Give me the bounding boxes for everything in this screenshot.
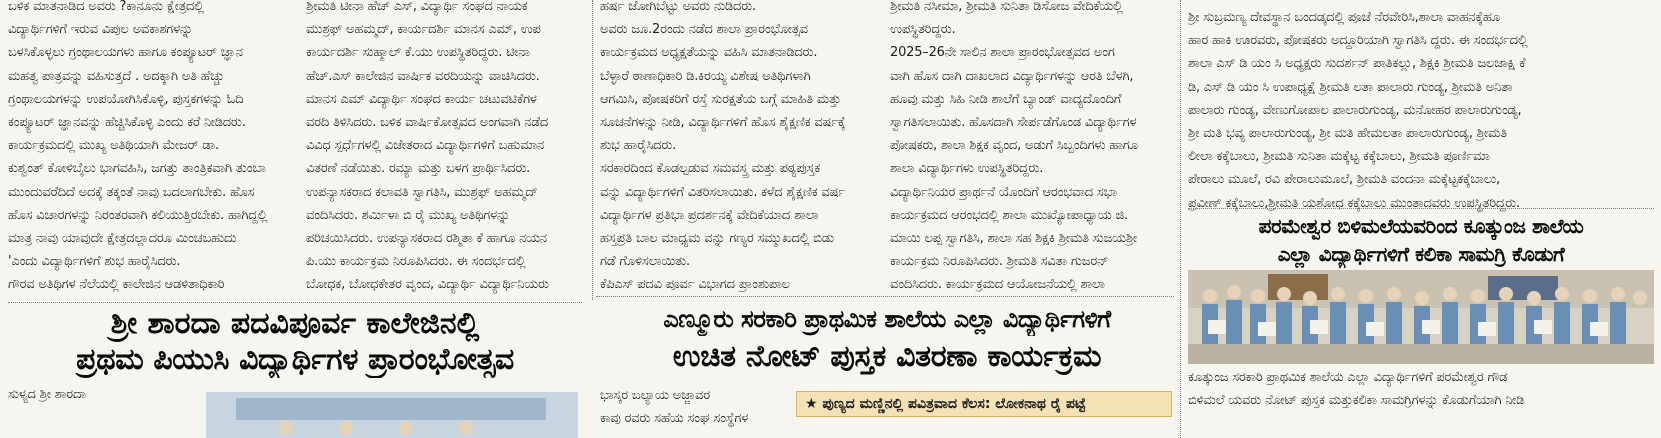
text-line: ಕಾವು ರವರು ಸಹೆಯ ಸಂಘ ಸಂಸ್ಥೆಗಳ (600, 411, 749, 427)
text-line: ಕಂಪ್ಯೂಟರ್ ಜ್ಞಾನವನ್ನು ಹೆಚ್ಚಿಸಿಕೊಳ್ಳಿ ಎಂದು ಕರೆ ನೀಡಿದರು. (8, 115, 246, 131)
text-line: ಗಡೆ ಗೊಳಿಸಲಾಯಿತು. (600, 254, 690, 270)
headline-sharada-line-1: ಶ್ರೀ ಶಾರದಾ ಪದವಿಪೂರ್ವ ಕಾಲೇಜಿನಲ್ಲಿ (110, 306, 480, 341)
text-line: ಸುಳ್ಯದ ಶ್ರೀ ಶಾರದಾ (8, 387, 86, 402)
text-line: ಅವರು ಜೂ.2ರಂದು ನಡೆದ ಶಾಲಾ ಪ್ರಾರಂಭೋತ್ಸವ (600, 22, 808, 38)
article-column-4 (890, 0, 1170, 297)
column-text (306, 0, 584, 297)
text-line: ಮಾತ್ರ ನಾವು ಯಾವುದೇ ಕ್ಷೇತ್ರದಲ್ಲಾದರೂ ಮಿಂಚಬಹುದು (8, 231, 237, 247)
text-line: ಮುಶ್ರಫ್ ಅಹಮ್ಮದ್, ಕಾರ್ಯದರ್ಶಿ ಮಾನಸ ಎಮ್, ಉಪ (306, 22, 541, 38)
text-line: ಶ್ರೀ ಮತಿ ಭವ್ಯ ಪಾಲಾರುಗುಂಡ್ಯ, ಶ್ರೀ ಮತಿ ಹೇಮಲತಾ ಪಾಲಾರುಗುಂಡ್ಯ, ಶ್ರೀಮತಿ (1188, 126, 1507, 142)
text-line: ವಾಗಿ ಹೊಸ ದಾಗಿ ದಾಖಲಾದ ವಿದ್ಯಾರ್ಥಿಗಳನ್ನು ಆರತಿ ಬೆಳಗಿ, (890, 68, 1134, 84)
text-line: ಪೇರಾಲು ಮೂಲೆ, ರವಿ ಪೇರಾಲುಮೂಲೆ, ಶ್ರೀಮತಿ ವಂದನಾ ಮಕ್ಕೆಟ್ಟಕಕ್ಕೆಬಾಲು, (1188, 172, 1500, 188)
text-line: ಗೌರವ ಅತಿಥಿಗಳ ನೆಲೆಯಲ್ಲಿ ಕಾಲೇಜಿನ ಆಡಳಿತಾಧಿಕಾರಿ (8, 277, 225, 293)
column-divider (1180, 0, 1181, 438)
text-line: ವಂದಿಸಿದರು. ಶರ್ಮಿಳಾ ಬಿ ರೈ ಮುಖ್ಯ ಅತಿಥಿಗಳನ್ನು (306, 207, 510, 223)
text-line: ಉಪಸ್ಥಿತರಿದ್ದರು. (890, 22, 956, 38)
text-line: ವನ್ನು ವಿದ್ಯಾರ್ಥಿಗಳಿಗೆ ವಿತರಿಸಲಾಯಿತು. ಕಳೆದ ಶೈಕ್ಷಣಿಕ ವರ್ಷ (600, 184, 845, 200)
text-line: ವಿದ್ಯಾರ್ಥಿನಿಯರ ಪ್ರಾರ್ಥನೆ ಯೊಂದಿಗೆ ಆರಂಭವಾದ ಸಭಾ (890, 184, 1117, 200)
text-line: 2025–26ನೇ ಸಾಲಿನ ಶಾಲಾ ಪ್ರಾರಂಭೋತ್ಸವದ ಅಂಗ (890, 45, 1115, 61)
text-line: ಪ್ರವೀಣ್ ಕಕ್ಕೆಬಾಲು,ಶ್ರೀಮತಿ ಯಶೋಧ ಕಕ್ಕೆಬಾಲು ಮುಂತಾದವರು ಉಪಸ್ಥಿತರಿದ್ದರು. (1188, 195, 1520, 211)
text-line: ವಿವಿಧ ಸ್ಪರ್ಧೆಗಳಲ್ಲಿ ವಿಜೇತರಾದ ವಿದ್ಯಾರ್ಥಿಗಳಿಗೆ ಬಹುಮಾನ (306, 138, 545, 154)
text-line: ವಿದ್ಯಾರ್ಥಿಗಳ ಪ್ರತಿಭಾ ಪ್ರದರ್ಶನಕ್ಕೆ ವೇದಿಕೆಯಾದ ಶಾಲಾ (600, 207, 819, 223)
text-line: ವಿದ್ಯಾರ್ಥಿಗಳಿಗೆ ಇರುವ ವಿಪುಲ ಅವಕಾಶಗಳನ್ನು (8, 22, 193, 38)
column-text (8, 0, 294, 297)
text-line: ಹೂವು ಮತ್ತು ಸಿಹಿ ನೀಡಿ ಶಾಲೆಗೆ ಬ್ಯಾಂಡ್ ವಾದ್ಯದೊಂದಿಗೆ (890, 91, 1122, 107)
text-line: ಕಾರ್ಯದರ್ಶಿ ಸುಹ್ಮಾಲ್ ಕೆ.ಯು ಉಪಸ್ಥಿತರಿದ್ದರು. ಟೀನಾ (306, 45, 530, 61)
text-line: ಭಾಸ್ಕರ ಬಲ್ಯಾಯ ಅಜ್ಜಾವರ (600, 388, 710, 403)
text-line: ಪೋಷಕರು, ಶಾಲಾ ಶಿಕ್ಷಕ ವೃಂದ, ಅಡುಗೆ ಸಿಬ್ಬಂದಿಗಳು ಹಾಗೂ (890, 138, 1138, 154)
text-line: ಕಾರ್ಯಕ್ರಮ ನಿರೂಪಿಸಿದರು. ಶ್ರೀಮತಿ ಸವಿತಾ ಗುಜರನ್ (890, 254, 1109, 270)
article-start-enmuru (600, 384, 790, 438)
text-line: ಪಾಲಾರು ಗುಂಡ್ಯ, ವೇಣುಗೋಪಾಲ ಪಾಲಾರುಗುಂಡ್ಯ, ಮನೋಹರ ಪಾಲಾರುಗುಂಡ್ಯ, (1188, 102, 1522, 118)
text-line: ಲೀಲಾ ಕಕ್ಕೆಬಾಲು, ಶ್ರೀಮತಿ ಸುನಿತಾ ಮಕ್ಕೆಟ್ಟ ಕಕ್ಕೆಬಾಲು, ಶ್ರೀಮತಿ ಪೂರ್ಣಿಮಾ (1188, 149, 1490, 165)
text-line: ಬಿಳಿಮಲೆ ಯವರು ನೋಟ್ ಪುಸ್ತಕ ಮತ್ತುಕಲಿಕಾ ಸಾಮಗ್ರಿಗಳನ್ನು ಕೊಡುಗೆಯಾಗಿ ನೀಡಿ (1188, 393, 1525, 409)
article-column-5 (1188, 6, 1654, 216)
text-line: ಸರಕಾರದಿಂದ ಕೊಡಲ್ಪಡುವ ಸಮವಸ್ತ್ರ ಮತ್ತು ಪಠ್ಯಪುಸ್ತಕ (600, 161, 821, 177)
text-line: ಶ್ರೀಮತಿ ಟೀನಾ ಹೆಚ್ ಎಸ್, ವಿದ್ಯಾರ್ಥಿ ಸಂಘದ ನಾಯಕ (306, 0, 528, 14)
column-text (1188, 366, 1654, 412)
headline-kuthkunja-line-1: ಪರಮೇಶ್ವರ ಬಿಳಿಮಲೆಯವರಿಂದ ಕೂತ್ಕುಂಜ ಶಾಲೆಯ (1258, 214, 1584, 238)
text-line: ಮಾನಸ ಎಮ್ ವಿದ್ಯಾರ್ಥಿ ಸಂಘದ ಕಾರ್ಯ ಚಟುವಟಿಕೆಗಳ (306, 91, 537, 107)
headline-enmuru-line-2: ಉಚಿತ ನೋಟ್ ಪುಸ್ತಕ ವಿತರಣಾ ಕಾರ್ಯಕ್ರಮ (672, 339, 1102, 374)
text-line: ವರದಿ ತಿಳಿಸಿದರು. ಬಳಿಕ ವಾರ್ಷಿಕೋತ್ಸವದ ಅಂಗವಾಗಿ ನಡೆದ (306, 115, 549, 131)
section-divider (8, 302, 582, 303)
students-group-photo-art (1188, 270, 1654, 364)
text-line: ಹೊಸ ವಿಚಾರಗಳನ್ನು ನಿರಂತರವಾಗಿ ಕಲಿಯುತ್ತಿರಬೇಕು. ಹಾಗಿದ್ದಲ್ಲಿ (8, 207, 268, 223)
column-text (1188, 6, 1654, 215)
text-line: ಶಾಲಾ ಎಸ್ ಡಿ ಯಂ ಸಿ ಅಧ್ಯಕ್ಷರು ಸುದರ್ಶನ್ ಪಾತಿಕಲ್ಲು, ಶಿಕ್ಷಕಿ ಶ್ರೀಮತಿ ಜಲಜಾಕ್ಷಿ ಕೆ (1188, 56, 1526, 72)
column-text (8, 383, 198, 406)
text-line: ಶಾಲಾ ವಿದ್ಯಾರ್ಥಿಗಳು ಉಪಸ್ಥಿತರಿದ್ದರು. (890, 161, 1044, 177)
text-line: ಶುಭ ಹಾರೈಸಿದರು. (600, 138, 677, 154)
photo-caption-column-5 (1188, 366, 1654, 438)
text-line: ಉಪನ್ಯಾಸಕರಾದ ಕಲಾವತಿ ಸ್ವಾಗತಿಸಿ, ಮುಶ್ರಫ್ ಅಹಮ್ಮದ್ (306, 184, 538, 200)
text-line: ಕೆಪಿಎಸ್ ಪದವಿ ಪೂರ್ವ ವಿಭಾಗದ ಪ್ರಾಂಶುಪಾಲ (600, 277, 790, 293)
article-column-3 (600, 0, 875, 297)
text-line: 'ಎಂದು ವಿದ್ಯಾರ್ಥಿಗಳಿಗೆ ಶುಭ ಹಾರೈಸಿದರು. (8, 254, 181, 270)
text-line: ಬೋಧಕ, ಬೋಧಕೇತರ ವೃಂದ, ವಿದ್ಯಾರ್ಥಿ ವಿದ್ಯಾರ್ಥಿನಿಯರು (306, 277, 549, 293)
sharada-event-photo (206, 392, 578, 438)
headline-sharada-line-2: ಪ್ರಥಮ ಪಿಯುಸಿ ವಿದ್ಯಾರ್ಥಿಗಳ ಪ್ರಾರಂಭೋತ್ಸವ (76, 342, 514, 377)
text-line: ಬಳಸಿಕೊಳ್ಳಲು ಗ್ರಂಥಾಲಯಗಳು ಹಾಗೂ ಕಂಪ್ಯೂಟರ್ ಜ್ಞಾನ (8, 45, 243, 61)
text-line: ಕಾರ್ಯಕ್ರಮದ ಅಧ್ಯಕ್ಷತೆಯನ್ನು ವಹಿಸಿ ಮಾತನಾಡಿದರು. (600, 45, 818, 61)
section-divider (1188, 208, 1654, 209)
text-line: ಸೂಚನೆಗಳನ್ನು ನೀಡಿ, ವಿದ್ಯಾರ್ಥಿಗಳಿಗೆ ಹೊಸ ಶೈಕ್ಷಣಿಕ ವರ್ಷಕ್ಕೆ (600, 115, 846, 131)
column-text (600, 384, 790, 430)
sharada-event-photo-art (206, 392, 578, 438)
section-divider (596, 296, 1174, 297)
article-column-2 (306, 0, 584, 297)
text-line: ವಂದಿಸಿದರು. ಕಾರ್ಯಕ್ರಮದ ಆಯೋಜನೆಯಲ್ಲಿ ಶಾಲಾ (890, 277, 1105, 293)
text-line: ಶ್ರೀಮತಿ ನಸೀಮಾ, ಶ್ರೀಮತಿ ಸುನಿತಾ ಡಿಸೋಜ ವೇದಿಕೆಯಲ್ಲಿ (890, 0, 1123, 14)
text-line: ಆಗಮಿಸಿ, ಪೋಷಕರಿಗೆ ರಸ್ತೆ ಸುರಕ್ಷತೆಯ ಬಗ್ಗೆ ಮಾಹಿತಿ ಮತ್ತು (600, 91, 841, 107)
text-line: ಗ್ರಂಥಾಲಯಗಳನ್ನು ಉಪಯೋಗಿಸಿಕೊಳ್ಳಿ, ಪುಸ್ತಕಗಳನ್ನು ಓದಿ (8, 91, 244, 107)
text-line: ಕುಶ್ವಂತ್ ಕೋಳಿಬೈಲು ಭಾಗವಹಿಸಿ, ಜಗತ್ತು ತಾಂತ್ರಿಕವಾಗಿ ತುಂಬಾ (8, 161, 266, 177)
article-start-sharada (8, 383, 198, 438)
text-line: ಕಾರ್ಯಕ್ರಮದಲ್ಲಿ ಮುಖ್ಯ ಅತಿಥಿಯಾಗಿ ಮೇಜರ್ ಡಾ. (8, 138, 219, 154)
lokanath-rai-box-headline: ★ ಪುಣ್ಯದ ಮಣ್ಣಿನಲ್ಲಿ ಪವಿತ್ರವಾದ ಕೆಲಸ: ಲೋಕನಾಥ ರೈ ಪಟ್ಟೆ (796, 391, 1172, 417)
text-line: ಹರ್ಷ ಜೋಗಿಬೆಟ್ಟು ಅವರು ನುಡಿದರು. (600, 0, 756, 14)
text-line: ಹೆಚ್.ಎಸ್ ಕಾಲೇಜಿನ ವಾರ್ಷಿಕ ವರದಿಯನ್ನು ವಾಚಿಸಿದರು. (306, 68, 540, 84)
text-line: ಪರಿಚಯಿಸಿದರು. ಉಪನ್ಯಾಸಕರಾದ ರಶ್ಮಿತಾ ಕೆ ಹಾಗೂ ನಯನ (306, 231, 547, 247)
students-group-photo (1188, 270, 1654, 364)
text-line: ಡಿ, ಎಸ್ ಡಿ ಯಂ ಸಿ ಉಪಾಧ್ಯಕ್ಷೆ ಶ್ರೀಮತಿ ಲತಾ ಪಾಲಾರು ಗುಂಡ್ಯ, ಶ್ರೀಮತಿ ಅನಿತಾ (1188, 79, 1513, 95)
headline-enmuru-line-1: ಎಣ್ಮೂರು ಸರಕಾರಿ ಪ್ರಾಥಮಿಕ ಶಾಲೆಯ ಎಲ್ಲಾ ವಿದ್ಯಾರ್ಥಿಗಳಿಗೆ (663, 305, 1111, 333)
headline-kuthkunja-line-2: ಎಲ್ಲಾ ವಿದ್ಯಾರ್ಥಿಗಳಿಗೆ ಕಲಿಕಾ ಸಾಮಗ್ರಿ ಕೊಡುಗೆ (1277, 242, 1565, 266)
text-line: ಕೂತ್ಕುಂಜ ಸರಕಾರಿ ಪ್ರಾಥಮಿಕ ಶಾಲೆಯ ಎಲ್ಲಾ ವಿದ್ಯಾರ್ಥಿಗಳಿಗೆ ಪರಮೇಶ್ವರ ಗೌಡ (1188, 370, 1508, 385)
text-line: ಬೆಳ್ಳಾರೆ ಠಾಣಾಧಿಕಾರಿ ಡಿ.ಕಿರಯ್ಯ ವಿಶೇಷ ಅತಿಥಿಗಳಾಗಿ (600, 68, 811, 84)
column-text (890, 0, 1170, 297)
article-column-1 (8, 0, 294, 297)
text-line: ವಿತರಣೆ ನಡೆಯಿತು. ರಮ್ಯಾ ಮತ್ತು ಬಳಗ ಪ್ರಾರ್ಥಿಸಿದರು. (306, 161, 531, 177)
text-line: ಮುಂದುವರೆದಿದೆ ಅದಕ್ಕೆ ತಕ್ಕಂತೆ ನಾವು ಬದಲಾಗಬೇಕು. ಹೊಸ (8, 184, 255, 200)
column-text (600, 0, 875, 297)
text-line: ಬಳಿಕ ಮಾತನಾಡಿದ ಅವರು ?ಕಾನೂನು ಕ್ಷೇತ್ರದಲ್ಲಿ (8, 0, 204, 14)
text-line: ಪಿ.ಯು ಕಾರ್ಯಕ್ರಮ ನಿರೂಪಿಸಿದರು. ಈ ಸಂದರ್ಭದಲ್ಲಿ (306, 254, 526, 270)
text-line: ಮಹತ್ವ ಪಾತ್ರವನ್ನು ವಹಿಸುತ್ತದೆ . ಅದಕ್ಕಾಗಿ ಅತಿ ಹೆಚ್ಚು (8, 68, 225, 84)
text-line: ಹಾರ ಹಾಕಿ ಊರವರು, ಪೋಷಕರು ಅದ್ದೂರಿಯಾಗಿ ಸ್ವಾಗತಿಸಿ ದ್ದರು. ಈ ಸಂದರ್ಭದಲ್ಲಿ (1188, 33, 1528, 49)
text-line: ಸ್ವಾಗತಿಸಲಾಯಿತು. ಹೊಸದಾಗಿ ಸೇರ್ಪಡೆಗೊಂಡ ವಿದ್ಯಾರ್ಥಿಗಳ (890, 115, 1137, 131)
column-divider (592, 0, 593, 300)
text-line: ಕಾರ್ಯಕ್ರಮದ ಆರಂಭದಲ್ಲಿ ಶಾಲಾ ಮುಖ್ಯೋಪಾಧ್ಯಾಯ ಜಿ. (890, 207, 1129, 223)
text-line: ಮಾಯಿ ಲಪ್ಪ ಸ್ವಾಗತಿಸಿ, ಶಾಲಾ ಸಹ ಶಿಕ್ಷಕಿ ಶ್ರೀಮತಿ ಸುಜಯಶ್ರೀ (890, 231, 1138, 247)
text-line: ಶ್ರೀ ಸುಬ್ರಮಣ್ಯ ದೇವಸ್ಥಾನ ಬಂದಡ್ಕದಲ್ಲಿ ಪೂಜೆ ನೆರವೇರಿಸಿ,ಶಾಲಾ ವಾಹನಕ್ಕೆಹೂ (1188, 10, 1500, 25)
text-line: ಹಸ್ತಪ್ರತಿ ಬಾಲ ಮಾಧ್ಯಮ ವನ್ನು ಗಣ್ಯರ ಸಮ್ಮುಖದಲ್ಲಿ ಬಿಡು (600, 231, 834, 247)
